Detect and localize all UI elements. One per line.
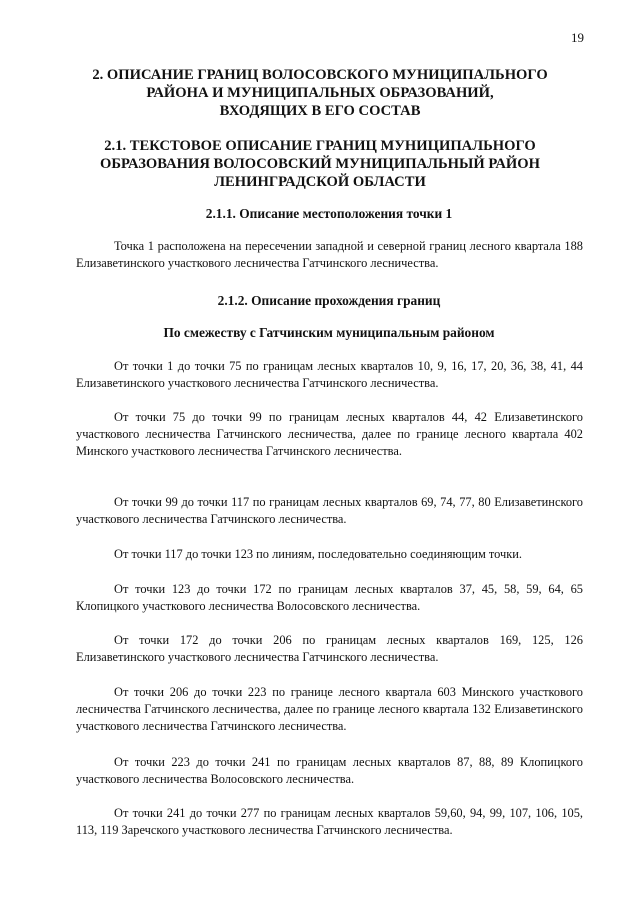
- section-heading-2-1-2: 2.1.2. Описание прохождения границ: [217, 293, 441, 308]
- page-number: 19: [571, 30, 584, 45]
- boundary-paragraph: От точки 117 до точки 123 по линиям, последовательно соединяющим точки.: [114, 547, 523, 561]
- section-heading-2-1: [80, 137, 560, 191]
- section-heading-2: [80, 66, 560, 120]
- heading-line: РАЙОНА И МУНИЦИПАЛЬНЫХ ОБРАЗОВАНИЙ,: [146, 85, 494, 101]
- boundary-paragraph: От точки 99 до точки 117 по границам лесных кварталов 69, 74, 77, 80 Елизаветинского участкового лесничества Гатчинского лесничества.: [76, 495, 583, 526]
- heading-line: ЛЕНИНГРАДСКОЙ ОБЛАСТИ: [214, 174, 426, 190]
- boundary-paragraph: От точки 123 до точки 172 по границам лесных кварталов 37, 45, 58, 59, 64, 65 Клопицкого участкового лесничества Волосовского лесничества.: [76, 582, 583, 613]
- heading-line: ВХОДЯЩИХ В ЕГО СОСТАВ: [219, 103, 421, 119]
- boundary-paragraph: От точки 172 до точки 206 по границам лесных кварталов 169, 125, 126 Елизаветинского участкового лесничества Гатчинского лесничества.: [76, 633, 583, 664]
- adjacency-title: По смежеству с Гатчинским муниципальным районом: [163, 325, 495, 340]
- boundary-paragraph: От точки 206 до точки 223 по границе лесного квартала 603 Минского участкового лесничества Гатчинского лесничества, далее по границе лесного квартала 132 Елизаветинского участкового лесничества Гатчинского лесничества.: [76, 685, 583, 733]
- boundary-paragraph: От точки 241 до точки 277 по границам лесных кварталов 59,60, 94, 99, 107, 106, 105, 113, 119 Заречского участкового лесничества Гатчинского лесничества.: [76, 806, 583, 837]
- heading-line: 2.1. ТЕКСТОВОЕ ОПИСАНИЕ ГРАНИЦ МУНИЦИПАЛЬНОГО: [104, 138, 536, 154]
- section-heading-2-1-1: 2.1.1. Описание местоположения точки 1: [205, 206, 453, 221]
- heading-line: 2. ОПИСАНИЕ ГРАНИЦ ВОЛОСОВСКОГО МУНИЦИПАЛЬНОГО: [92, 67, 548, 83]
- boundary-paragraph: От точки 75 до точки 99 по границам лесных кварталов 44, 42 Елизаветинского участкового лесничества Гатчинского лесничества, далее по границе лесного квартала 402 Минского участкового лесничества Гатчинского лесничества.: [76, 410, 583, 458]
- heading-line: ОБРАЗОВАНИЯ ВОЛОСОВСКИЙ МУНИЦИПАЛЬНЫЙ РАЙОН: [99, 156, 540, 172]
- point1-paragraph: Точка 1 расположена на пересечении западной и северной границ лесного квартала 188 Елизаветинского участкового лесничества Гатчинского лесничества.: [76, 239, 583, 270]
- boundary-paragraph: От точки 1 до точки 75 по границам лесных кварталов 10, 9, 16, 17, 20, 36, 38, 41, 44 Елизаветинского участкового лесничества Гатчинского лесничества.: [76, 359, 583, 390]
- boundary-paragraph: От точки 223 до точки 241 по границам лесных кварталов 87, 88, 89 Клопицкого участкового лесничества Волосовского лесничества.: [76, 755, 583, 786]
